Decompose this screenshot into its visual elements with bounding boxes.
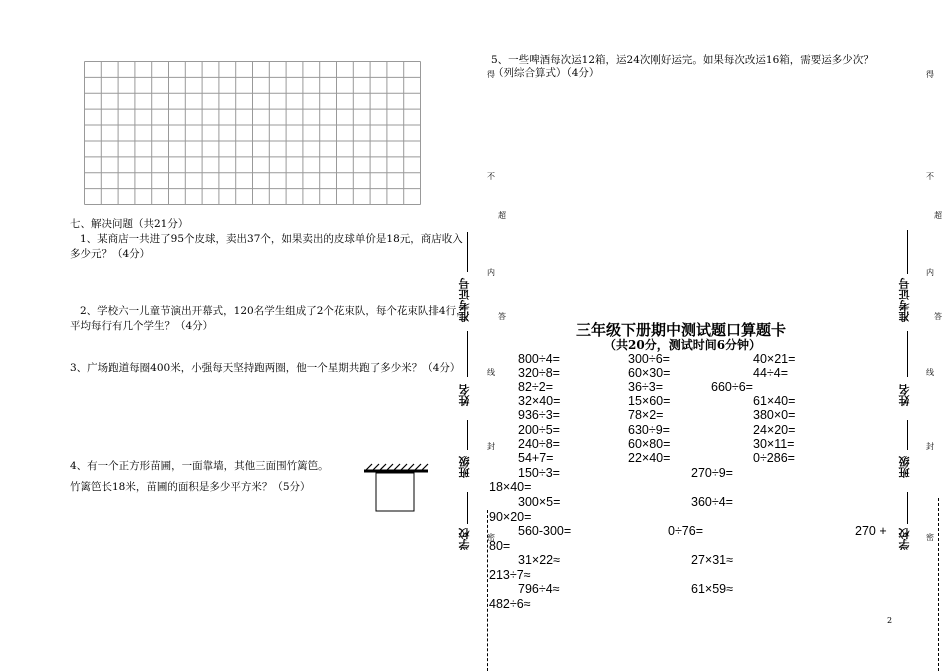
calc-item: 270 + (855, 524, 887, 538)
calc-item: 240÷8= (518, 437, 560, 451)
question-5-line2: （列综合算式）（4分） (493, 67, 600, 79)
class-label-right: 班级 (898, 456, 911, 478)
binding-char: 密 (487, 533, 495, 542)
class-label: 班级 (458, 456, 471, 478)
calc-item: 380×0= (753, 408, 796, 422)
calc-item: 796÷4≈ (518, 582, 560, 596)
calc-item: 60×30= (628, 366, 671, 380)
calc-item: 360÷4= (691, 495, 733, 509)
calc-item: 22×40= (628, 451, 671, 465)
calc-item: 150÷3= (518, 466, 560, 480)
question-4-line1: 4、有一个正方形苗圃，一面靠墙，其他三面围竹篱笆。 (70, 460, 329, 472)
calc-item: 80= (489, 539, 511, 553)
calc-item: 15×60= (628, 394, 671, 408)
binding-char: 超 (934, 211, 942, 220)
calc-item: 30×11= (753, 437, 795, 451)
calc-item: 0÷76= (668, 524, 704, 538)
binding-char: 超 (498, 211, 506, 220)
calc-item: 61×40= (753, 394, 796, 408)
calc-item: 78×2= (628, 408, 664, 422)
question-2-line1: 2、学校六一儿童节演出开幕式，120名学生组成了2个花束队，每个花束队排4行， (80, 305, 467, 317)
calc-item: 54+7= (518, 451, 554, 465)
calc-item: 213÷7≈ (489, 568, 531, 582)
question-5-line1: 5、一些啤酒每次运12箱，运24次刚好运完。如果每次改运16箱，需要运多少次？ (491, 54, 874, 66)
calc-item: 200÷5= (518, 423, 560, 437)
garden-wall-diagram (362, 462, 432, 514)
question-3: 3、广场跑道每圈400米，小强每天坚持跑两圈，他一个星期共跑了多少米？（4分） (70, 362, 461, 374)
binding-char: 不 (487, 172, 495, 181)
calc-item: 40×21= (753, 352, 796, 366)
calc-item: 630÷9= (628, 423, 670, 437)
school-label-right: 学校 (898, 528, 911, 550)
binding-char: 线 (926, 368, 934, 377)
question-1-line2: 多少元？（4分） (70, 248, 151, 260)
question-2-line2: 平均每行有几个学生？（4分） (70, 320, 214, 332)
binding-char: 封 (487, 442, 495, 451)
binding-char: 答 (498, 312, 506, 321)
calc-item: 60×80= (628, 437, 671, 451)
card-title: 三年级下册期中测试题口算题卡 (576, 321, 787, 339)
answer-grid (84, 61, 421, 205)
binding-char: 内 (487, 268, 495, 277)
section7-heading: 七、解决问题（共21分） (70, 218, 189, 230)
binding-char: 不 (926, 172, 934, 181)
name-label: 姓名 (458, 384, 471, 406)
question-1-line1: 1、某商店一共进了95个皮球，卖出37个，如果卖出的皮球单价是18元，商店收入 (80, 233, 463, 245)
name-label-right: 姓名 (898, 384, 911, 406)
school-label: 学校 (458, 528, 471, 550)
binding-char: 密 (926, 533, 934, 542)
calc-item: 320÷8= (518, 366, 560, 380)
binding-char: 内 (926, 268, 934, 277)
page-number: 2 (887, 616, 893, 625)
calc-item: 300×5= (518, 495, 561, 509)
binding-char: 答 (934, 312, 942, 321)
calc-item: 31×22≈ (518, 553, 560, 567)
calc-item: 660÷6= (711, 380, 753, 394)
calc-item: 0÷286= (753, 451, 795, 465)
exam-id-label-right: 准考证号 (898, 278, 911, 322)
binding-char: 得 (926, 70, 934, 79)
calc-item: 300÷6= (628, 352, 670, 366)
binding-char: 得 (487, 70, 495, 79)
binding-char: 线 (487, 368, 495, 377)
card-subtitle: （共20分，测试时间6分钟） (604, 338, 762, 352)
calc-item: 800÷4= (518, 352, 560, 366)
calc-item: 44÷4= (753, 366, 789, 380)
calc-item: 61×59≈ (691, 582, 733, 596)
calc-item: 270÷9= (691, 466, 733, 480)
calc-item: 82÷2= (518, 380, 554, 394)
calc-item: 36÷3= (628, 380, 664, 394)
calc-item: 24×20= (753, 423, 796, 437)
calc-item: 27×31≈ (691, 553, 733, 567)
calc-item: 90×20= (489, 510, 532, 524)
binding-char: 封 (926, 442, 934, 451)
exam-id-label: 准考证号 (458, 278, 471, 322)
question-4-line2: 竹篱笆长18米，苗圃的面积是多少平方米？（5分） (70, 481, 311, 493)
calc-item: 482÷6≈ (489, 597, 531, 611)
calc-item: 936÷3= (518, 408, 560, 422)
calc-item: 32×40= (518, 394, 561, 408)
calc-item: 560-300= (518, 524, 572, 538)
calc-item: 18×40= (489, 480, 532, 494)
